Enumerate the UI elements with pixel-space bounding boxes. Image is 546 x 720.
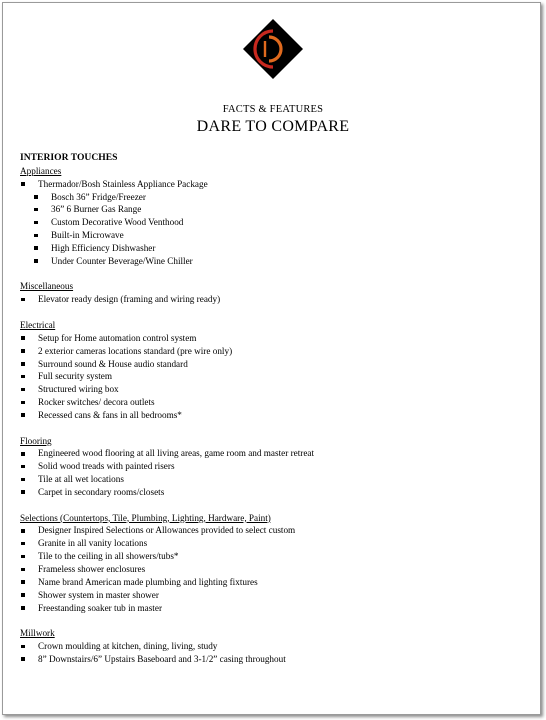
bullet-icon — [21, 657, 25, 661]
appliances-heading: Appliances — [20, 165, 62, 176]
section-title: INTERIOR TOUCHES — [20, 152, 118, 163]
features-list — [20, 152, 525, 666]
list-item: 36” 6 Burner Gas Range — [20, 203, 525, 216]
list-item: Solid wood treads with painted risers — [20, 460, 525, 473]
millwork-list — [20, 640, 525, 666]
bullet-icon — [21, 182, 25, 186]
bullet-icon — [21, 529, 25, 533]
bullet-icon — [34, 234, 38, 238]
flooring-heading: Flooring — [20, 435, 52, 446]
list-item: Name brand American made plumbing and lighting fixtures — [20, 576, 525, 589]
list-item: Crown moulding at kitchen, dining, living, study — [20, 640, 525, 653]
list-item: Under Counter Beverage/Wine Chiller — [20, 255, 525, 268]
bullet-icon — [34, 195, 38, 199]
bullet-icon — [34, 221, 38, 225]
bullet-icon — [21, 401, 25, 405]
list-item: Engineered wood flooring at all living areas, game room and master retreat — [20, 447, 525, 460]
bullet-icon — [21, 375, 25, 379]
list-item: Freestanding soaker tub in master — [20, 602, 525, 615]
electrical-heading: Electrical — [20, 319, 56, 330]
bullet-icon — [21, 362, 25, 366]
list-item: Frameless shower enclosures — [20, 563, 525, 576]
bullet-icon — [21, 413, 25, 417]
bullet-icon — [21, 298, 25, 302]
list-item: Tile at all wet locations — [20, 473, 525, 486]
millwork-heading: Millwork — [20, 628, 55, 639]
miscellaneous-heading: Miscellaneous — [20, 281, 74, 292]
page-title: DARE TO COMPARE — [196, 118, 350, 135]
bullet-icon — [21, 452, 25, 456]
selections-heading: Selections (Countertops, Tile, Plumbing, Lighting, Hardware, Paint) — [20, 512, 271, 523]
list-item: Custom Decorative Wood Venthood — [20, 216, 525, 229]
bullet-icon — [21, 568, 25, 572]
company-logo — [242, 18, 304, 80]
list-item: Elevator ready design (framing and wiring ready) — [20, 293, 525, 306]
list-item: Bosch 36” Fridge/Freezer — [20, 191, 525, 204]
bullet-icon — [34, 246, 38, 250]
appliances-list — [20, 178, 525, 268]
bullet-icon — [34, 259, 38, 263]
list-item: Built-in Microwave — [20, 229, 525, 242]
flooring-list — [20, 447, 525, 498]
bullet-icon — [21, 645, 25, 649]
bullet-icon — [21, 542, 25, 546]
list-item: Designer Inspired Selections or Allowances provided to select custom — [20, 524, 525, 537]
list-item: Thermador/Bosh Stainless Appliance Package — [20, 178, 525, 191]
page-subtitle: FACTS & FEATURES — [222, 104, 324, 115]
bullet-icon — [21, 388, 25, 392]
bullet-icon — [21, 555, 25, 559]
bullet-icon — [21, 593, 25, 597]
list-item: Granite in all vanity locations — [20, 537, 525, 550]
list-item: Surround sound & House audio standard — [20, 358, 525, 371]
bullet-icon — [21, 336, 25, 340]
list-item: Shower system in master shower — [20, 589, 525, 602]
list-item: Setup for Home automation control system — [20, 332, 525, 345]
list-item: 2 exterior cameras locations standard (pre wire only) — [20, 345, 525, 358]
list-item: Rocker switches/ decora outlets — [20, 396, 525, 409]
list-item: 8” Downstairs/6” Upstairs Baseboard and 3-1/2” casing throughout — [20, 653, 525, 666]
list-item: Carpet in secondary rooms/closets — [20, 486, 525, 499]
bullet-icon — [21, 465, 25, 469]
miscellaneous-list — [20, 293, 525, 306]
bullet-icon — [21, 606, 25, 610]
list-item: Tile to the ceiling in all showers/tubs* — [20, 550, 525, 563]
bullet-icon — [21, 580, 25, 584]
list-item: Recessed cans & fans in all bedrooms* — [20, 409, 525, 422]
list-item: Structured wiring box — [20, 383, 525, 396]
selections-list — [20, 524, 525, 614]
bullet-icon — [21, 349, 25, 353]
list-item: High Efficiency Dishwasher — [20, 242, 525, 255]
bullet-icon — [34, 208, 38, 212]
bullet-icon — [21, 478, 25, 482]
electrical-list — [20, 332, 525, 422]
list-item: Full security system — [20, 370, 525, 383]
bullet-icon — [21, 490, 25, 494]
